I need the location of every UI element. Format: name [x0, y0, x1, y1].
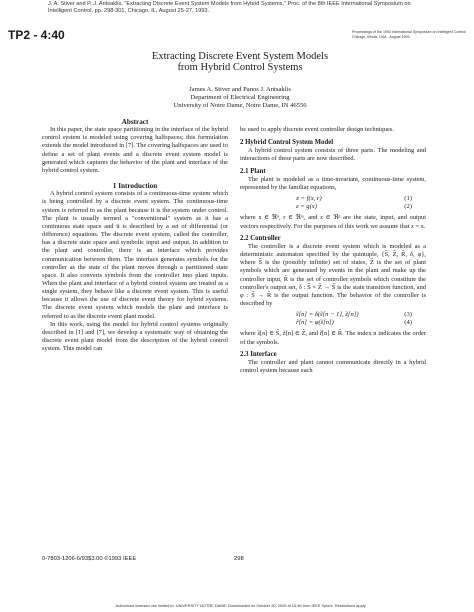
title-line-1: Extracting Discrete Event System Models [151, 51, 329, 62]
equation-3-body: s̃[n] = δ(s̃[n − 1], z̃[n]) [296, 311, 359, 319]
equation-4-number: (4) [404, 319, 412, 327]
paper-title [70, 51, 410, 73]
controller-paragraph-2: where s̃[n] ∈ S̃, z̃[n] ∈ Z̃, and r̃[n] ∈ R̃. The index n indicates the order of the symbols. [240, 330, 426, 346]
equation-2 [240, 203, 426, 211]
equation-3-number: (3) [404, 311, 412, 319]
citation-header: J. A. Stiver and P. J. Antsaklis, "Extracting Discrete Event System Models from Hybrid Systems," Proc. of the 8th IEEE International Symposium on Intelligent Control, pp. 298-301, Chicago, IL, August 25-27, 1993. [48, 1, 411, 14]
equation-2-body: z = g(x) [296, 203, 317, 211]
title-line-2: from Hybrid Control Systems [177, 62, 303, 73]
interface-paragraph: The controller and plant cannot communicate directly in a hybrid control system because each [240, 358, 426, 375]
abstract-heading: Abstract [121, 118, 149, 126]
author-block [100, 86, 380, 110]
license-notice: Authorized licensed use limited to: UNIVERSITY NOTRE DAME. Downloaded on October 20, 2009 at 15:46 from IEEE Xplore. Restrictions apply. [115, 603, 367, 608]
intro-heading: 1 Introduction [112, 182, 158, 191]
abstract-text: In this paper, the state space partitioning in the interface of the hybrid control system is modeled using covering halfspaces; this formulation extends the model introduced in [7]. The covering halfspaces are used to define a set of plant events and a discrete event system model is generated which captures the behavior of the plant and interface of the hybrid control system. [42, 126, 228, 174]
plant-heading: 2.1 Plant [240, 167, 266, 175]
session-label: TP2 - 4:40 [8, 28, 65, 42]
author-university: University of Notre Dame, Notre Dame, IN 46556 [173, 102, 307, 109]
equation-3 [240, 311, 426, 319]
right-column [240, 126, 426, 375]
plant-paragraph-2: where x ∈ ℜⁿ, r ∈ ℜᵐ, and z ∈ ℜᵖ are the state, input, and output vectors respectively. For the purposes of this work we assume that z = x. [240, 214, 426, 230]
equation-1-body: ẋ = f(x, r) [296, 195, 322, 203]
equation-4-body: r̃[n] = φ(s̃[n]) [296, 319, 334, 327]
equation-2-number: (2) [404, 203, 412, 211]
proceedings-note: Proceedings of the 1993 International Symposium on Intelligent Control Chicago, Illinois, USA - August 1993 [352, 30, 466, 39]
carryover-text: be used to apply discrete event controller design techniques. [240, 126, 394, 133]
author-names: James A. Stiver and Panos J. Antsaklis [189, 86, 291, 93]
author-department: Department of Electrical Engineering [190, 94, 290, 101]
equation-1 [240, 195, 426, 203]
section2-heading: 2 Hybrid Control System Model [240, 139, 334, 147]
page-number: 298 [234, 556, 244, 562]
left-column [42, 118, 228, 353]
equation-1-number: (1) [404, 195, 412, 203]
copyright-line: 0-7803-1206-6/93$3.00 ©1993 IEEE [42, 556, 137, 562]
section2-paragraph: A hybrid control system consists of three parts. The modeling and interactions of these parts are now described. [240, 147, 426, 163]
intro-paragraph-2: In this work, using the model for hybrid control systems originally described in [1] and [7], we develop a systematic way of obtaining the discrete event plant model from the description of the hybrid control system. This model can [42, 320, 228, 353]
intro-paragraph-1: A hybrid control system consists of a continuous-time system which is being controlled by a discrete event system. The continuous-time system is referred to as the plant because it is the system under control. The plant is usually termed a "conventional" system as it has a continuous state space and it is described by a set of differential (or difference) equations. The discrete event system, called the controller, has a discrete state space and symbolic input and output. In addition to the plant and controller, there is an interface which provides communication between them. The interface generates symbols for the controller as the state of the plant moves through a partitioned state space. It also converts symbols from the controller into plant inputs. When the plant and interface of a hybrid control system are treated as a single system, they behave like a discrete event system. This is useful because it allows the use of discrete event theory for hybrid systems. The discrete event system which models the plant and interface is referred to as the discrete event plant model. [42, 190, 228, 320]
controller-heading: 2.2 Controller [240, 234, 281, 242]
plant-paragraph: The plant is modeled as a time-invariant, continuous-time system, represented by the familiar equations, [240, 175, 426, 191]
interface-heading: 2.3 Interface [240, 350, 277, 358]
controller-paragraph: The controller is a discrete event system which is modeled as a deterministic automaton specified by the quintuple, {S̃, Z̃, R̃, δ, φ}, where S̃ is the (possibly infinite) set of states, Z̃ is the set of plant symbols which are generated by events in the plant and make up the controller input, R̃ is the set of controller symbols which constitute the controller's output set, δ : S̃ × Z̃ → S̃ is the state transition function, and φ : S̃ → R̃ is the output function. The behavior of the controller is described by [240, 242, 426, 307]
equation-4 [240, 319, 426, 327]
